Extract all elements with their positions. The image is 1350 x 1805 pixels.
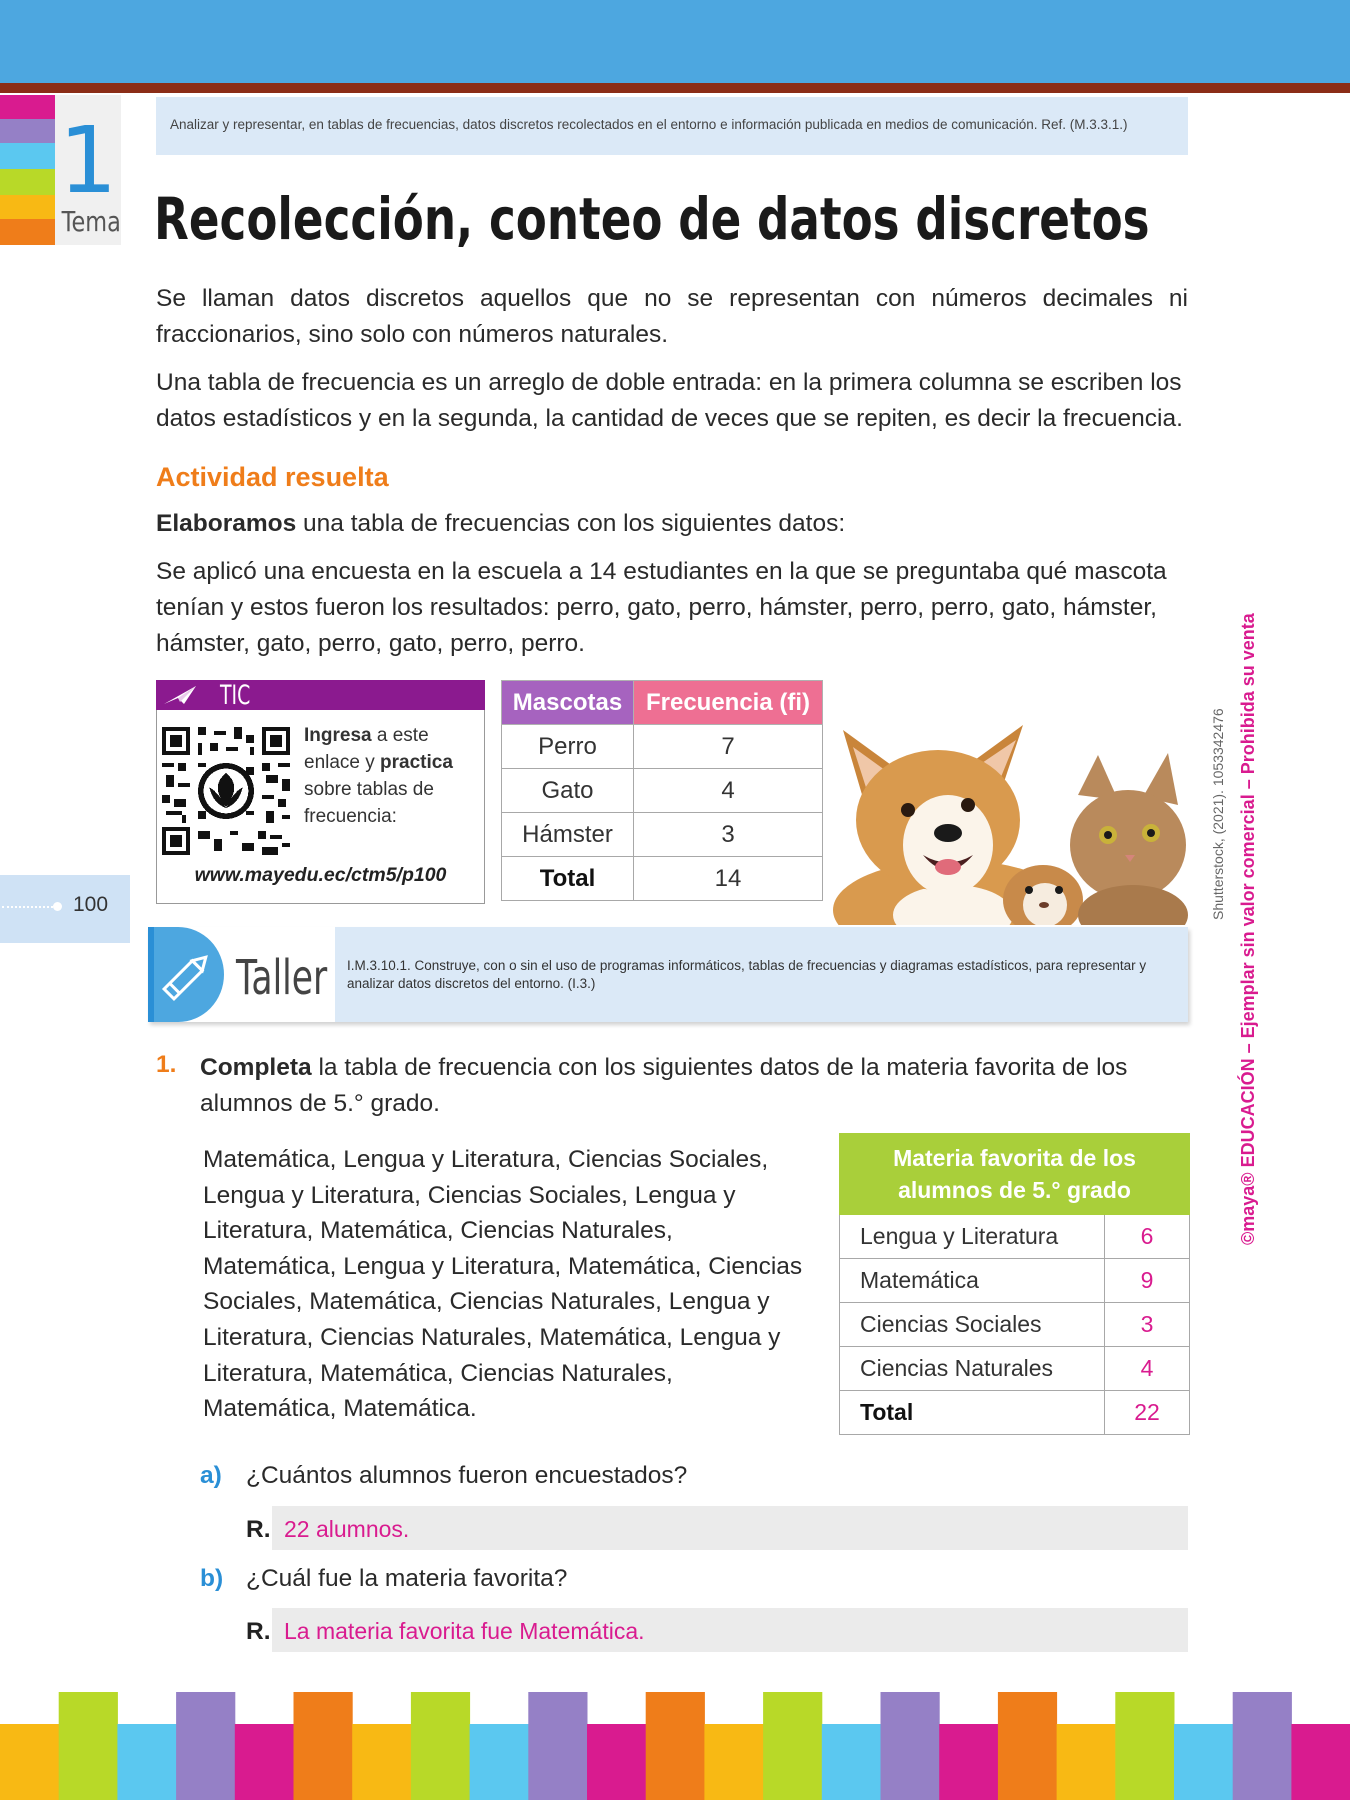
bottom-stripe — [881, 1692, 940, 1800]
exercise-instruction-verb: Completa — [200, 1054, 312, 1081]
objective-text: Analizar y representar, en tablas de frecuencias, datos discretos recolectados en el entorno e información publicada en medios de comunicación. Ref. (M.3.3.1.) — [170, 117, 1128, 132]
bottom-stripe — [587, 1724, 646, 1800]
color-tab-magenta — [0, 95, 55, 119]
bottom-stripe — [470, 1724, 529, 1800]
top-banner-stripe — [0, 83, 1350, 93]
exercise-instruction — [200, 1050, 1180, 1122]
subject-label: Ciencias Naturales — [840, 1347, 1105, 1391]
activity-instruction-verb: Elaboramos — [156, 510, 297, 537]
page-number-tab — [0, 875, 130, 943]
page-title: Recolección, conteo de datos discretos — [154, 185, 1150, 253]
bottom-stripe — [704, 1724, 763, 1800]
answer-b-label: R. — [246, 1618, 271, 1645]
table-row — [840, 1347, 1190, 1391]
pet-frequency: 4 — [634, 769, 823, 813]
table-total-row — [840, 1391, 1190, 1435]
color-tab-cyan — [0, 143, 55, 169]
bottom-stripe — [1291, 1724, 1350, 1800]
subjects-table-header: Materia favorita de los alumnos de 5.° grado — [840, 1134, 1190, 1215]
answer-a-label: R. — [246, 1516, 271, 1543]
pet-label: Hámster — [502, 813, 634, 857]
bottom-stripe — [998, 1692, 1057, 1800]
pencil-icon — [148, 927, 224, 1022]
vertical-brand-text: ©maya® EDUCACIÓN – Ejemplar sin valor comercial – Prohibida su venta — [1238, 613, 1258, 1245]
tic-text-part: a este enlace y — [304, 725, 429, 773]
page-number-dots — [2, 906, 57, 908]
color-tab-orange — [0, 219, 55, 245]
activity-instruction-rest: una tabla de frecuencias con los siguientes datos: — [296, 510, 846, 537]
pets-photo — [823, 725, 1188, 925]
pet-frequency: 7 — [634, 725, 823, 769]
subject-label: Ciencias Sociales — [840, 1303, 1105, 1347]
taller-indicator-text: I.M.3.10.1. Construye, con o sin el uso de programas informáticos, tablas de frecuencias y diagramas estadísticos, para representar y analizar datos discretos del entorno. (I.3.) — [347, 958, 1147, 991]
table-header-row — [502, 681, 823, 725]
bottom-stripe — [59, 1692, 118, 1800]
answer-a-text: 22 alumnos. — [284, 1516, 410, 1542]
exercise-number: 1. — [156, 1051, 177, 1078]
bottom-stripe — [176, 1692, 235, 1800]
bottom-stripe — [1057, 1724, 1116, 1800]
paper-plane-icon — [158, 682, 206, 708]
total-label: Total — [502, 857, 634, 901]
color-tab-lime — [0, 169, 55, 195]
tic-url-link[interactable]: www.mayedu.ec/ctm5/p100 — [194, 864, 447, 886]
bottom-color-stripes — [0, 1692, 1350, 1800]
table-row — [502, 769, 823, 813]
tema-label: Tema — [61, 205, 121, 238]
photo-credit: Shutterstock, (2021). 1053342476 — [1210, 708, 1226, 920]
activity-heading: Actividad resuelta — [156, 462, 389, 492]
bottom-stripe — [352, 1724, 411, 1800]
bottom-stripe — [117, 1724, 176, 1800]
bottom-stripe — [0, 1724, 59, 1800]
tic-text — [304, 722, 474, 830]
subject-label: Matemática — [840, 1259, 1105, 1303]
question-a-text: ¿Cuántos alumnos fueron encuestados? — [246, 1462, 688, 1489]
table-row — [840, 1215, 1190, 1259]
subject-frequency: 6 — [1105, 1215, 1190, 1259]
total-label: Total — [840, 1391, 1105, 1435]
pet-frequency: 3 — [634, 813, 823, 857]
table-row — [840, 1259, 1190, 1303]
subject-label: Lengua y Literatura — [840, 1215, 1105, 1259]
bottom-stripe — [1233, 1692, 1292, 1800]
tic-text-practica: practica — [380, 752, 453, 773]
bottom-stripe — [939, 1724, 998, 1800]
bottom-stripe — [646, 1692, 705, 1800]
color-tab-lavender — [0, 119, 55, 143]
tema-number: 1 — [58, 107, 118, 214]
bottom-stripe — [235, 1724, 294, 1800]
intro-paragraph-1: Se llaman datos discretos aquellos que no se representan con números decimales ni fraccionarios, sino solo con números naturales. — [156, 285, 1188, 348]
taller-label: Taller — [236, 950, 328, 1006]
subjects-frequency-table — [839, 1133, 1190, 1435]
pet-label: Gato — [502, 769, 634, 813]
tic-text-ingresa: Ingresa — [304, 725, 372, 746]
bottom-stripe — [294, 1692, 353, 1800]
total-value: 22 — [1105, 1391, 1190, 1435]
bottom-stripe — [822, 1724, 881, 1800]
bottom-stripe — [411, 1692, 470, 1800]
bottom-stripe — [528, 1692, 587, 1800]
subject-data-list: Matemática, Lengua y Literatura, Ciencias Sociales, Lengua y Literatura, Ciencias Sociales, Lengua y Literatura, Matemática, Ciencias Naturales, Matemática, Lengua y Literatura, Matemática, Ciencias Sociales, Matemática, Ciencias Naturales, Lengua y Literatura, Ciencias Naturales, Matemática, Lengua y Literatura, Matemática, Ciencias Naturales, Matemática, Matemática. — [203, 1146, 803, 1423]
table-total-row — [502, 857, 823, 901]
color-tab-yellow — [0, 195, 55, 219]
intro-paragraph-2: Una tabla de frecuencia es un arreglo de doble entrada: en la primera columna se escriben los datos estadísticos y en la segunda, la cantidad de veces que se repiten, es decir la frecuencia. — [156, 369, 1183, 432]
question-b-text: ¿Cuál fue la materia favorita? — [246, 1565, 568, 1592]
column-header-mascotas: Mascotas — [502, 681, 634, 725]
total-value: 14 — [634, 857, 823, 901]
qr-code-icon[interactable] — [162, 727, 290, 855]
subject-frequency: 9 — [1105, 1259, 1190, 1303]
question-b-letter: b) — [200, 1565, 224, 1592]
exercise-instruction-rest: la tabla de frecuencia con los siguientes datos de la materia favorita de los alumnos de 5.° grado. — [200, 1054, 1128, 1117]
bottom-stripe — [1174, 1724, 1233, 1800]
answer-b-text: La materia favorita fue Matemática. — [284, 1618, 645, 1644]
subject-frequency: 4 — [1105, 1347, 1190, 1391]
question-a-letter: a) — [200, 1462, 222, 1489]
pets-frequency-table — [501, 680, 823, 901]
bottom-stripe — [763, 1692, 822, 1800]
top-banner — [0, 0, 1350, 83]
pet-label: Perro — [502, 725, 634, 769]
table-row — [502, 725, 823, 769]
page-number: 100 — [73, 893, 109, 916]
table-header-row — [840, 1134, 1190, 1215]
column-header-frecuencia: Frecuencia (fi) — [634, 681, 823, 725]
bottom-stripe — [1115, 1692, 1174, 1800]
table-row — [502, 813, 823, 857]
tic-label: TIC — [220, 680, 251, 711]
survey-text: Se aplicó una encuesta en la escuela a 14 estudiantes en la que se preguntaba qué mascota tenían y estos fueron los resultados: perro, gato, perro, hámster, perro, perro, gato, hámster, hámster, gato, perro, gato, perro, perro. — [156, 558, 1167, 657]
tic-text-part: sobre tablas de frecuencia: — [304, 779, 434, 827]
activity-instruction — [156, 506, 1188, 542]
table-row — [840, 1303, 1190, 1347]
answer-a-field[interactable] — [272, 1506, 1188, 1550]
page-number-dot — [53, 902, 62, 911]
subject-frequency: 3 — [1105, 1303, 1190, 1347]
